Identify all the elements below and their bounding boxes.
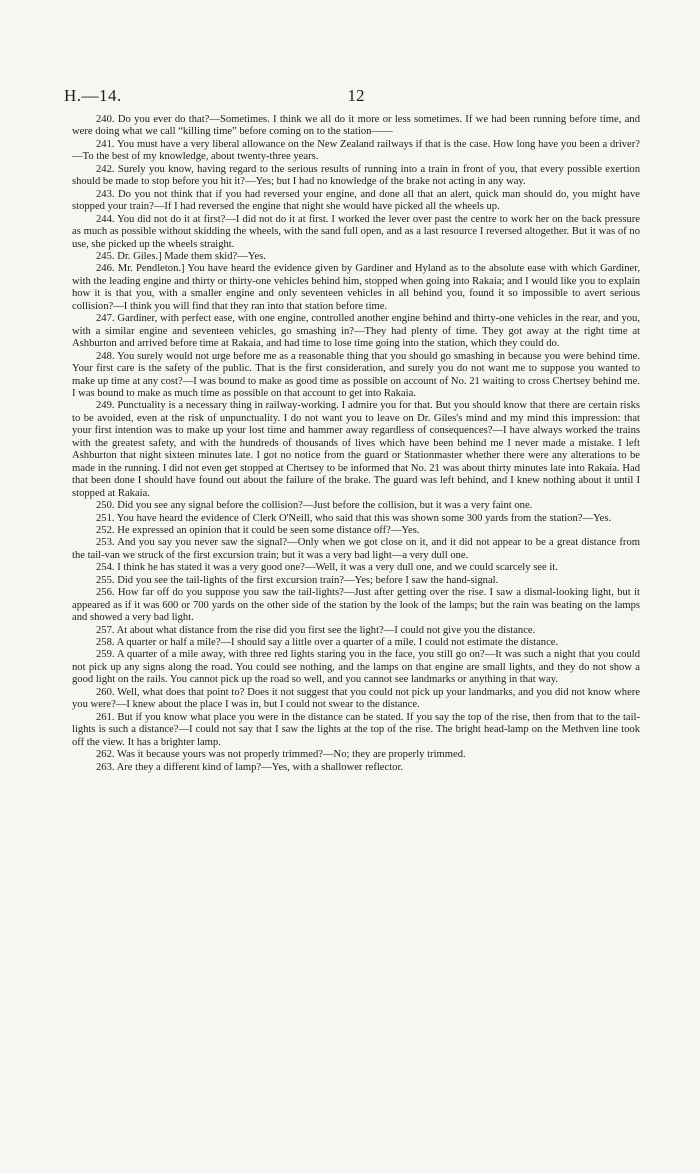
qa-paragraph: 252. He expressed an opinion that it could be seen some distance off?—Yes. <box>96 524 420 536</box>
document-body <box>72 114 640 774</box>
qa-paragraph: 246. Mr. Pendleton.] You have heard the evidence given by Gardiner and Hyland as to the absolute ease with which Gardiner, with the leading engine and thirty or thirty-one vehicles behind him, stopped when going into Rakaia; and I would like you to explain how it is that you, with a smaller engine and only seventeen vehicles in all behind you, found it so impossible to avert serious collision?—I think you will find that they ran into that station before time. <box>72 263 640 312</box>
qa-paragraph: 253. And you say you never saw the signal?—Only when we got close on it, and it did not appear to be a great distance from the tail-van we struck of the first excursion train; but it was a very bad light—a very dull one. <box>72 537 640 561</box>
qa-paragraph: 260. Well, what does that point to? Does it not suggest that you could not pick up your landmarks, and you did not know where you were?—I knew about the place I was in, but I could not swear to the distance. <box>72 686 640 711</box>
document-reference: H.—14. <box>64 86 122 105</box>
qa-paragraph: 245. Dr. Giles.] Made them skid?—Yes. <box>96 250 266 262</box>
page-number: 12 <box>347 86 365 105</box>
qa-paragraph: 255. Did you see the tail-lights of the first excursion train?—Yes; before I saw the hand-signal. <box>96 574 499 586</box>
qa-paragraph: 240. Do you ever do that?—Sometimes. I think we all do it more or less sometimes. If we had been running before time, and were doing what we call “killing time” before coming on to the station—— <box>72 114 640 138</box>
qa-paragraph: 244. You did not do it at first?—I did not do it at first. I worked the lever over past the centre to work her on the back pressure as much as possible without skidding the wheels, with the sand full open, and as a last resource I reversed altogether. But it was of no use, she picked up the wheels straight. <box>72 213 640 250</box>
qa-paragraph: 248. You surely would not urge before me as a reasonable thing that you should go smashing in because you were behind time. Your first care is the safety of the public. That is the first consideration, and surely you do not want me to suppose you wanted to make up time at any cost?—I was bound to make as good time as possible on account of No. 21 waiting to cross Chertsey behind me. I was bound to make as much time as possible on that account to get into Rakaia. <box>72 350 640 399</box>
qa-paragraph: 259. A quarter of a mile away, with three red lights staring you in the face, you still go on?—It was such a night that you could not pick up any signs along the road. You could see nothing, and the lamps on that engine are small lights, and they do not show a good light on the rails. You cannot pick up the road so well, and you cannot see landmarks or anything in that way. <box>72 649 640 686</box>
qa-paragraph: 263. Are they a different kind of lamp?—Yes, with a shallower reflector. <box>96 761 404 773</box>
qa-paragraph: 249. Punctuality is a necessary thing in railway-working. I admire you for that. But you should know that there are certain risks to be avoided, even at the risk of unpunctuality. I do not want you to leave on Dr. Giles's mind and my mind this impression: that your first intention was to make up your lost time and hammer away regardless of consequences?—I have always worked the trains with the greatest safety, and with the hundreds of thousands of lives which have been behind me I never made a mistake. I left Ashburton that night sixteen minutes late. I got no notice from the guard or Stationmaster whether there were any alterations to be made in the running. I did not even get stopped at Chertsey to be informed that No. 21 was about thirty minutes late into Rakaia. Had that been done I should have found out about the failure of the brake. The guard was left behind, and I knew nothing about it until I stopped at Rakaia. <box>72 400 640 499</box>
qa-paragraph: 242. Surely you know, having regard to the serious results of running into a train in front of you, that every possible exertion should be made to stop before you hit it?—Yes; but I had no knowledge of the brake not acting in any way. <box>72 163 640 188</box>
qa-paragraph: 241. You must have a very liberal allowance on the New Zealand railways if that is the case. How long have you been a driver?—To the best of my knowledge, about twenty-three years. <box>72 138 640 163</box>
qa-paragraph: 257. At about what distance from the rise did you first see the light?—I could not give you the distance. <box>96 624 536 636</box>
qa-paragraph: 254. I think he has stated it was a very good one?—Well, it was a very dull one, and we could scarcely see it. <box>96 562 558 574</box>
qa-paragraph: 251. You have heard the evidence of Clerk O'Neill, who said that this was shown some 300 yards from the station?—Yes. <box>96 512 612 524</box>
qa-paragraph: 261. But if you know what place you were in the distance can be stated. If you say the top of the rise, then from that to the tail-lights is such a distance?—I could not say that I saw the lights at the top of the rise. The bright head-lamp on the Methven line took off the view. It has a brighter lamp. <box>72 711 640 748</box>
qa-paragraph: 258. A quarter or half a mile?—I should say a little over a quarter of a mile. I could not estimate the distance. <box>96 637 559 649</box>
qa-paragraph: 262. Was it because yours was not properly trimmed?—No; they are properly trimmed. <box>96 749 466 761</box>
qa-paragraph: 243. Do you not think that if you had reversed your engine, and done all that an alert, quick man should do, you might have stopped your train?—If I had reversed the engine that night she would have picked all the wheels up. <box>72 188 640 213</box>
qa-paragraph: 256. How far off do you suppose you saw the tail-lights?—Just after getting over the rise. I saw a dismal-looking light, but it appeared as if it was 600 or 700 yards on the other side of the station by the look of the lamps; but the rain was beating on the lamps and showed a very bad light. <box>72 587 640 624</box>
qa-paragraph: 247. Gardiner, with perfect ease, with one engine, controlled another engine behind and thirty-one vehicles in the rear, and you, with a similar engine and seventeen vehicles, go smashing in?—They had plenty of time. They got away at the right time at Ashburton and arrived before time at Rakaia, and had time to lose time going into the station, which they could do. <box>72 313 640 350</box>
page-header <box>64 86 640 110</box>
qa-paragraph: 250. Did you see any signal before the collision?—Just before the collision, but it was a very faint one. <box>96 500 533 512</box>
